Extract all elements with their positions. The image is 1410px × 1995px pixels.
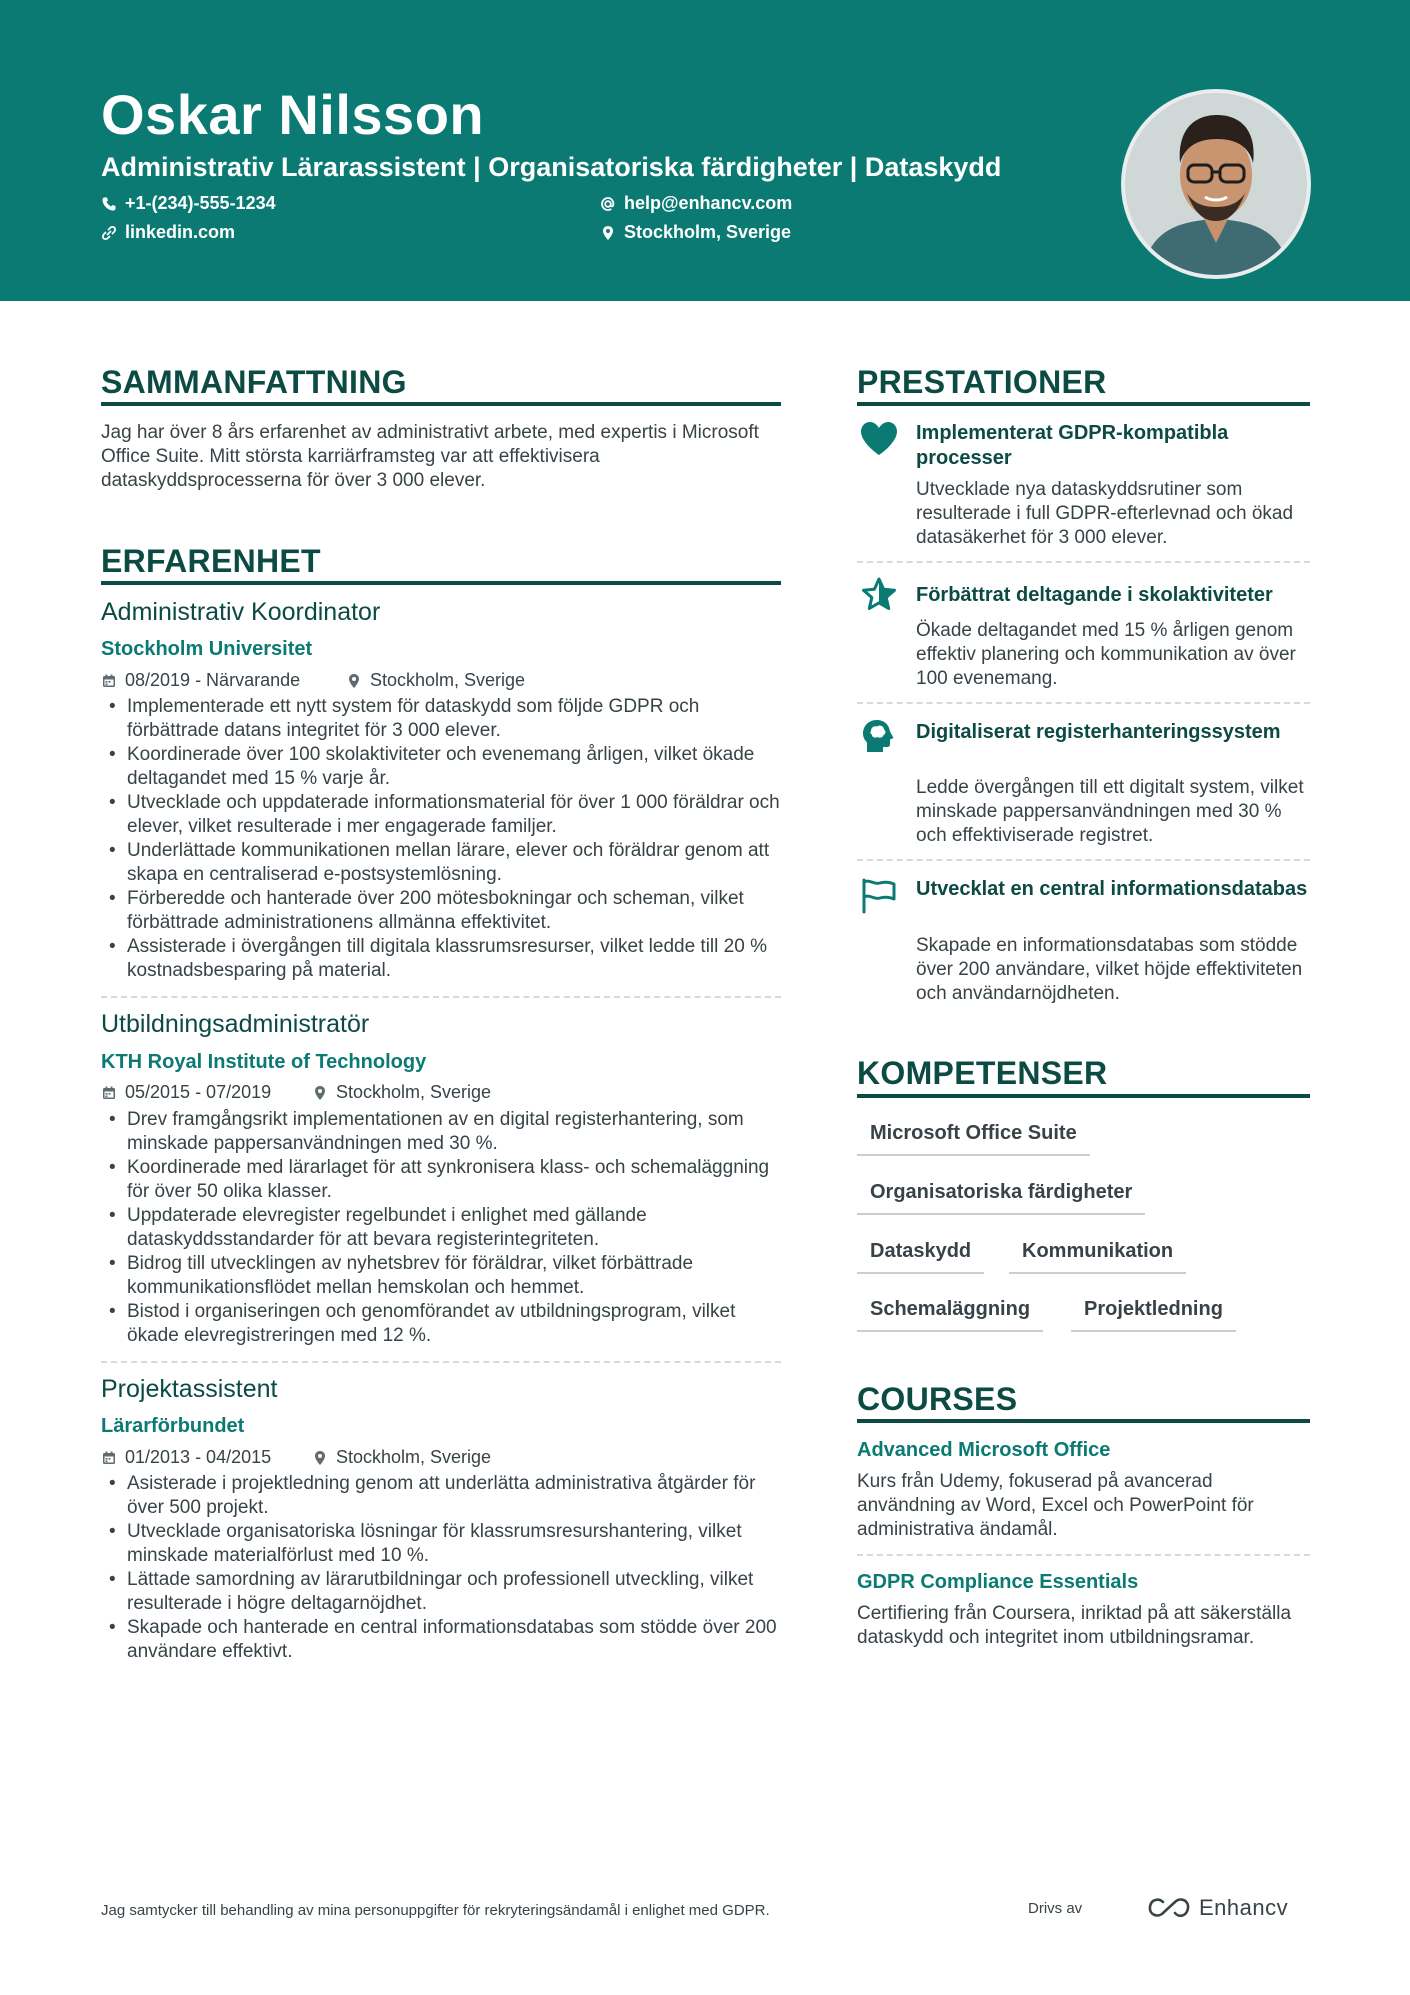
job-dates-text: 08/2019 - Närvarande xyxy=(125,670,301,690)
job-title: Projektassistent xyxy=(101,1375,278,1403)
job-location-text: Stockholm, Sverige xyxy=(336,1082,492,1102)
courses-section-title: COURSES xyxy=(857,1381,1018,1417)
courses-divider xyxy=(857,1419,1310,1423)
calendar-icon xyxy=(101,673,117,689)
job-dates-text: 01/2013 - 04/2015 xyxy=(125,1447,272,1467)
course-description: Certifiering från Coursera, inriktad på att säkerställa dataskydd och integritet inom utbildningsramar. xyxy=(857,1603,1292,1648)
experience-section-title: ERFARENHET xyxy=(101,543,321,579)
summary-divider xyxy=(101,402,781,406)
course-title: GDPR Compliance Essentials xyxy=(857,1571,1139,1593)
achievement-description: Utvecklade nya dataskyddsrutiner som resulterade i full GDPR-efterlevnad och ökad datasäkerhet för 3 000 elever. xyxy=(916,479,1294,548)
achievement-separator xyxy=(857,561,1310,563)
job-bullets xyxy=(101,1108,781,1348)
brain-head-icon xyxy=(859,716,899,756)
course-title: Advanced Microsoft Office xyxy=(857,1439,1111,1461)
job-location xyxy=(312,1082,491,1103)
gdpr-consent-text: Jag samtycker till behandling av mina personuppgifter för rekryteringsändamål i enlighet med GDPR. xyxy=(101,1902,770,1919)
job-bullets xyxy=(101,695,781,983)
achievement-title: Implementerat GDPR-kompatibla processer xyxy=(916,422,1229,469)
at-icon xyxy=(600,196,616,212)
job-bullet: • Förberedde och hanterade över 200 mötesbokningar och scheman, vilket förbättrade administrationens allmänna effektivitet. xyxy=(101,887,781,935)
job-bullet: • Utvecklade och uppdaterade informationsmaterial för över 1 000 föräldrar och elever, vilket resulterade i mer engagerade familjer. xyxy=(101,791,781,839)
achievements-section-title: PRESTATIONER xyxy=(857,364,1107,400)
candidate-name: Oskar Nilsson xyxy=(101,83,485,146)
location-text: Stockholm, Sverige xyxy=(624,222,792,242)
candidate-headline: Administrativ Lärarassistent | Organisatoriska färdigheter | Dataskydd xyxy=(101,152,1002,182)
job-company: Stockholm Universitet xyxy=(101,638,313,660)
job-location-text: Stockholm, Sverige xyxy=(336,1447,492,1467)
star-icon xyxy=(859,575,899,615)
enhancv-logo-icon xyxy=(1147,1896,1191,1920)
location-pin-icon xyxy=(600,225,616,241)
contact-linkedin[interactable] xyxy=(101,222,235,243)
link-icon xyxy=(101,225,117,241)
course-description: Kurs från Udemy, fokuserad på avancerad användning av Word, Excel och PowerPoint för administrativa ändamål. xyxy=(857,1471,1254,1540)
skill-tag: Organisatoriska färdigheter xyxy=(857,1181,1145,1215)
phone-text: +1-(234)-555-1234 xyxy=(125,193,276,213)
job-bullet: • Skapade och hanterade en central informationsdatabas som stödde över 200 användare effektivt. xyxy=(101,1616,781,1664)
flag-icon xyxy=(859,875,899,915)
experience-divider xyxy=(101,581,781,585)
job-bullet: • Underlättade kommunikationen mellan lärare, elever och föräldrar genom att skapa en centraliserad e-postsystemlösning. xyxy=(101,839,781,887)
achievement-separator xyxy=(857,859,1310,861)
contact-phone[interactable] xyxy=(101,193,276,214)
job-bullet: • Utvecklade organisatoriska lösningar för klassrumsresurshantering, vilket minskade materialförlust med 10 %. xyxy=(101,1520,781,1568)
skill-tag: Microsoft Office Suite xyxy=(857,1122,1090,1156)
achievement-description: Ledde övergången till ett digitalt system, vilket minskade pappersanvändningen med 30 % och effektiviserade registret. xyxy=(916,777,1304,846)
job-bullet: • Bidrog till utvecklingen av nyhetsbrev för föräldrar, vilket förbättrade kommunikationsflödet mellan hemskolan och hemmet. xyxy=(101,1252,781,1300)
location-pin-icon xyxy=(312,1085,328,1101)
achievement-title: Förbättrat deltagande i skolaktiviteter xyxy=(916,584,1273,606)
contact-location xyxy=(600,222,791,243)
profile-photo xyxy=(1121,89,1311,279)
location-pin-icon xyxy=(312,1450,328,1466)
summary-section-title: SAMMANFATTNING xyxy=(101,364,407,400)
job-location xyxy=(346,670,525,691)
job-bullet: • Drev framgångsrikt implementationen av en digital registerhantering, som minskade pappersanvändningen med 30 %. xyxy=(101,1108,781,1156)
achievement-title: Digitaliserat registerhanteringssystem xyxy=(916,721,1281,743)
profile-avatar-icon xyxy=(1125,93,1307,275)
job-dates xyxy=(101,670,300,691)
job-separator xyxy=(101,1361,781,1363)
job-location xyxy=(312,1447,491,1468)
skill-tag: Schemaläggning xyxy=(857,1298,1043,1332)
calendar-icon xyxy=(101,1085,117,1101)
job-company: Lärarförbundet xyxy=(101,1415,245,1437)
job-title: Utbildningsadministratör xyxy=(101,1010,370,1038)
job-dates xyxy=(101,1447,271,1468)
contact-email[interactable] xyxy=(600,193,792,214)
location-pin-icon xyxy=(346,673,362,689)
summary-text: Jag har över 8 års erfarenhet av administrativt arbete, med expertis i Microsoft Office Suite. Mitt största karriärframsteg var att effektivisera dataskyddsprocesserna för över 3 000 elever. xyxy=(101,422,759,491)
achievement-description: Ökade deltagandet med 15 % årligen genom effektiv planering och kommunikation av över 100 evenemang. xyxy=(916,620,1296,689)
job-location-text: Stockholm, Sverige xyxy=(370,670,526,690)
job-bullet: • Koordinerade över 100 skolaktiviteter och evenemang årligen, vilket ökade deltagandet med 15 % varje år. xyxy=(101,743,781,791)
enhancv-logo-text: Enhancv xyxy=(1199,1895,1289,1920)
skill-tag: Dataskydd xyxy=(857,1240,984,1274)
job-bullets xyxy=(101,1472,781,1664)
job-bullet: • Uppdaterade elevregister regelbundet i enlighet med gällande dataskyddsstandarder för att bevara registerintegriteten. xyxy=(101,1204,781,1252)
achievement-title: Utvecklat en central informationsdatabas xyxy=(916,878,1308,900)
calendar-icon xyxy=(101,1450,117,1466)
job-dates-text: 05/2015 - 07/2019 xyxy=(125,1082,272,1102)
job-company: KTH Royal Institute of Technology xyxy=(101,1051,427,1073)
achievement-separator xyxy=(857,702,1310,704)
email-text: help@enhancv.com xyxy=(624,193,793,213)
skill-tag: Kommunikation xyxy=(1009,1240,1186,1274)
phone-icon xyxy=(101,196,117,212)
job-bullet: • Koordinerade med lärarlaget för att synkronisera klass- och schemaläggning för över 50 olika klasser. xyxy=(101,1156,781,1204)
resume-header xyxy=(0,0,1410,301)
skills-divider xyxy=(857,1094,1310,1098)
job-bullet: • Implementerade ett nytt system för dataskydd som följde GDPR och förbättrade datans integritet för 3 000 elever. xyxy=(101,695,781,743)
job-dates xyxy=(101,1082,271,1103)
job-separator xyxy=(101,996,781,998)
job-bullet: • Lättade samordning av lärarutbildningar och professionell utveckling, vilket resulterade i högre deltagarnöjdhet. xyxy=(101,1568,781,1616)
heart-icon xyxy=(859,419,899,459)
powered-by-label: Drivs av xyxy=(1028,1900,1083,1917)
course-separator xyxy=(857,1554,1310,1556)
job-bullet: • Assisterade i övergången till digitala klassrumsresurser, vilket ledde till 20 % kostnadsbesparing på material. xyxy=(101,935,781,983)
enhancv-logo[interactable] xyxy=(1147,1895,1288,1921)
linkedin-text: linkedin.com xyxy=(125,222,236,242)
skill-tag: Projektledning xyxy=(1071,1298,1236,1332)
job-bullet: • Asisterade i projektledning genom att underlätta administrativa åtgärder för över 500 projekt. xyxy=(101,1472,781,1520)
achievements-divider xyxy=(857,402,1310,406)
job-title: Administrativ Koordinator xyxy=(101,598,381,626)
job-bullet: • Bistod i organiseringen och genomförandet av utbildningsprogram, vilket ökade elevregistreringen med 12 %. xyxy=(101,1300,781,1348)
achievement-description: Skapade en informationsdatabas som stödde över 200 användare, vilket höjde effektiviteten och användarnöjdheten. xyxy=(916,935,1303,1004)
skills-section-title: KOMPETENSER xyxy=(857,1055,1108,1091)
